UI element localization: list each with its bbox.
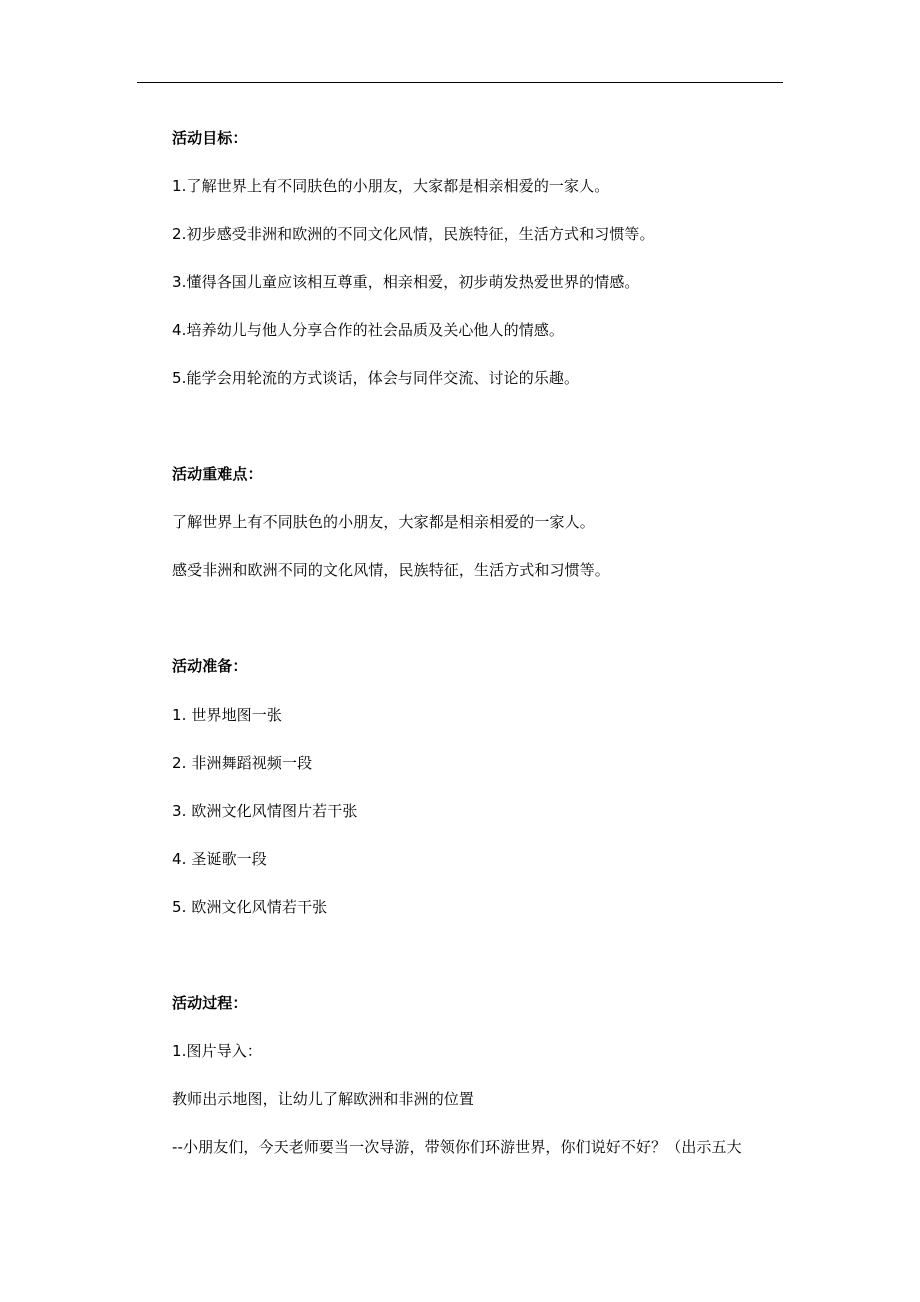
goal-item-1: 1.了解世界上有不同肤色的小朋友，大家都是相亲相爱的一家人。	[172, 177, 610, 195]
preparation-item-5: 5. 欧洲文化风情若干张	[172, 898, 328, 916]
section-heading-key-points: 活动重难点：	[172, 465, 263, 483]
preparation-item-2: 2. 非洲舞蹈视频一段	[172, 754, 313, 772]
goal-item-5: 5.能学会用轮流的方式谈话，体会与同伴交流、讨论的乐趣。	[172, 369, 580, 387]
preparation-item-1: 1. 世界地图一张	[172, 706, 282, 724]
preparation-item-4: 4. 圣诞歌一段	[172, 850, 267, 868]
section-heading-preparation: 活动准备：	[172, 657, 248, 675]
header-rule	[137, 82, 783, 83]
process-item-2: 教师出示地图，让幼儿了解欧洲和非洲的位置	[172, 1090, 475, 1108]
goal-item-2: 2.初步感受非洲和欧洲的不同文化风情，民族特征，生活方式和习惯等。	[172, 225, 655, 243]
key-point-item-1: 了解世界上有不同肤色的小朋友，大家都是相亲相爱的一家人。	[172, 513, 595, 531]
section-heading-goals: 活动目标：	[172, 129, 248, 147]
goal-item-3: 3.懂得各国儿童应该相互尊重，相亲相爱，初步萌发热爱世界的情感。	[172, 273, 640, 291]
key-point-item-2: 感受非洲和欧洲不同的文化风情，民族特征，生活方式和习惯等。	[172, 561, 610, 579]
goal-item-4: 4.培养幼儿与他人分享合作的社会品质及关心他人的情感。	[172, 321, 565, 339]
preparation-item-3: 3. 欧洲文化风情图片若干张	[172, 802, 358, 820]
process-item-1: 1.图片导入：	[172, 1042, 263, 1060]
section-heading-process: 活动过程：	[172, 994, 248, 1012]
process-item-3: --小朋友们，今天老师要当一次导游，带领你们环游世界，你们说好不好？（出示五大	[172, 1138, 742, 1156]
